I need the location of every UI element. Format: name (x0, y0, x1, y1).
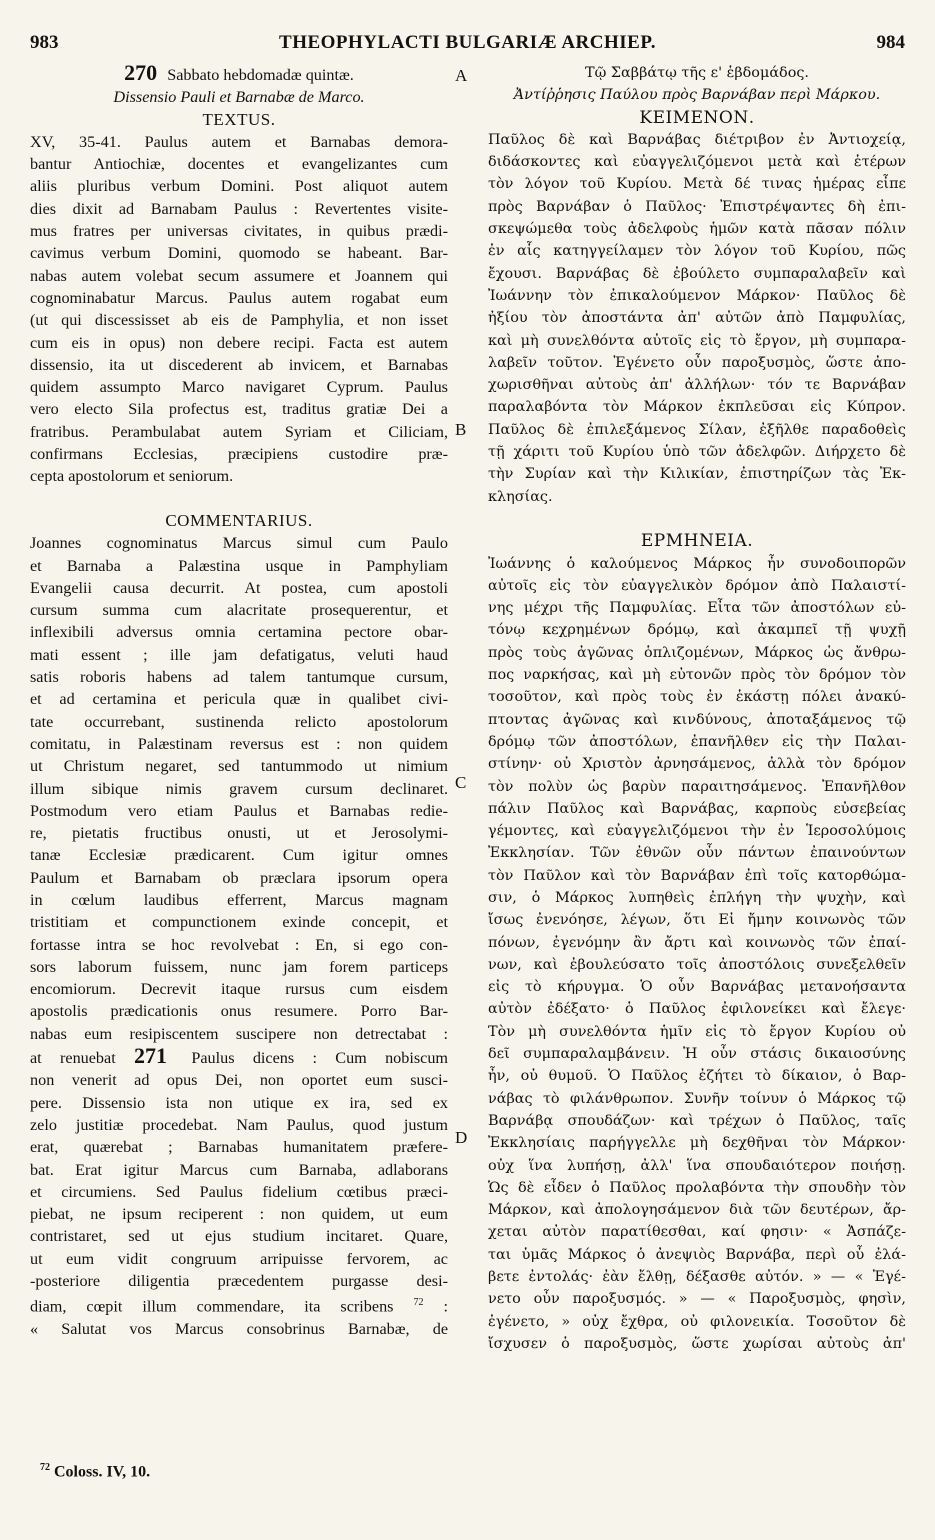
text-line: νετο οὖν παροξυσμός. » — « Παροξυσμὸς, φησὶν, (488, 1291, 906, 1308)
text-line: sors laborum fuissem, nunc jam forem particeps (30, 957, 448, 976)
text-line: vero electo Sila profectus est, traditus gratiæ Dei a (30, 400, 448, 419)
section-number: 270 (124, 62, 158, 85)
text-line: Paulum et Barnabam ob præclara ipsorum opera (30, 868, 448, 887)
text-line: mus fratres per universas civitates, in quibus prædi- (30, 222, 448, 241)
text-line: fratribus. Perambulabat autem Syriam et Ciliciam, (30, 422, 448, 441)
text-line: χεται αὐτὸν παρατίθεσθαι, καί φησιν· « Ἀσπάζε- (488, 1224, 906, 1241)
text-line: tate occurrebant, sustinenda relicto apostolorum (30, 712, 448, 731)
text-line: tanæ Ecclesiæ prædicarent. Cum igitur omnes (30, 846, 448, 865)
text-line: aliis pluribus verbum Domini. Post aliquot autem (30, 177, 448, 196)
text-line: χωρισθῆναι αὐτοὺς ἀπ' ἀλλήλων· τόν τε Βαρνάβαν (488, 377, 906, 394)
footnote (40, 1462, 150, 1481)
text-line: cepta apostolorum et seniorum. (30, 467, 234, 486)
text-line: comitatu, in Palæstinam reversus est : non quidem (30, 734, 448, 753)
text-line: πος ναρκήσας, καὶ μὴ εὐτονῶν πρὸς τὸν δρόμον τὸν (488, 667, 906, 684)
footnote-mark: 72 (40, 1462, 50, 1473)
text-line: σιν, ὁ Μάρκος λυπηθεὶς ἐπλήγη τὴν ψυχὴν, καὶ (488, 889, 906, 906)
text-line: et Barnaba a Palæstina usque in Pamphyliam (30, 556, 448, 575)
text-line: Παῦλος δὲ ἐπιλεξάμενος Σίλαν, ἐξῆλθε παραδοθεὶς (488, 421, 906, 438)
text-line: πάλιν Παῦλος καὶ Βαρνάβας, καρποὺς εὐσεβείας (488, 800, 906, 817)
text-line: confirmans Ecclesias, præcipiens custodire præ- (30, 445, 448, 464)
text-line: Ὡς δὲ εἶδεν ὁ Παῦλος προλαβόντα τὴν σπουδὴν τὸν (488, 1179, 906, 1196)
text-line: erat, quærebat ; Barnabas humanitatem præfere- (30, 1138, 448, 1157)
text-line: tristitiam et compunctionem exinde concepit, et (30, 913, 448, 932)
text-line: piebat, ne ipsum reciperent : non quidem, ut eum (30, 1205, 448, 1224)
margin-letter-d: D (455, 1128, 468, 1147)
text-line: οὐχ ἵνα λυπήσῃ, ἀλλ' ἵνα σπουδαιότερον ποιήσῃ. (488, 1157, 906, 1174)
commentarius-line-inline-number (30, 1045, 448, 1069)
text-line: νάβας τὸ φιλάνθρωπον. Συνῆν τοίνυν ὁ Μάρκος τῷ (488, 1090, 906, 1107)
running-header (30, 32, 905, 58)
text-line: illum sibique nimis gravem cursum declinaret. (30, 779, 448, 798)
margin-letter-c: C (455, 773, 467, 792)
text-line: Joannes cognominatus Marcus simul cum Paulo (30, 534, 448, 553)
text-line: mati essent ; ille jam defatigatus, veluti haud (30, 645, 448, 664)
text-line: ἴσως ἐνενόησε, λέγων, ὅτι Εἰ ἤμην κοινωνὸς τῶν (488, 912, 906, 929)
greek-section-title: Τῷ Σαββάτῳ τῆς ε' ἑβδομάδος. (584, 65, 810, 81)
text-line: nabas eum resipiscentem suscipere non detrectabat : (30, 1024, 448, 1043)
text-line: encomiorum. Decrevit itaque rursus cum eisdem (30, 980, 448, 999)
text-line: τὸν Παῦλον καὶ τὸν Βαρνάβαν ἐπὶ τοῖς κατορθώμα- (488, 867, 906, 884)
text-line: διδάσκοντες καὶ εὐαγγελιζόμενοι μετὰ καὶ ἑτέρων (488, 154, 906, 171)
text-before-number: at renuebat (30, 1049, 116, 1068)
section-subtitle: Dissensio Pauli et Barnabæ de Marco. (113, 88, 365, 107)
text-line: in cœlum laudibus efferrent, Marcus magnam (30, 890, 448, 909)
text-line: fortasse intra se hoc revolvebat : En, si ego con- (30, 935, 448, 954)
running-title: THEOPHYLACTI BULGARIÆ ARCHIEP. (279, 32, 656, 53)
text-line: βετε ἐντολάς· ἐὰν ἔλθῃ, δέξασθε αὐτόν. » — « Ἐγέ- (488, 1269, 906, 1286)
text-line: καὶ μὴ συνελθόντα αὐτοῖς εἰς τὸ ἔργον, μὴ συμπαρα- (488, 332, 906, 349)
text-line: γέμοντες, καὶ εὐαγγελιζόμενοι τὴν ἐν Ἱεροσολύμοις (488, 823, 906, 840)
text-line: satis roboris habens ad talem tantumque cursum, (30, 668, 448, 687)
text-line: quidem assumpto Marco navigaret Cyprum. Paulus (30, 378, 448, 397)
text-line: ἔχουσι. Βαρνάβας δὲ ἐβούλετο συμπαραλαβεῖν καὶ (488, 265, 906, 282)
text-line: πτοντας ἀγῶνας καὶ κινδύνους, ἀποταξάμενος τῷ (488, 711, 906, 728)
inline-section-number: 271 (134, 1045, 168, 1069)
text-line: et ad certamina et pericula quæ in qualibet civi- (30, 690, 448, 709)
section-title: Sabbato hebdomadæ quintæ. (167, 66, 354, 84)
text-line: dissensio, ita ut discederent ab invicem, et Barnabas (30, 355, 448, 374)
text-line: πρὸς τοὺς ἀγῶνας ὁπλιζομένων, Μάρκος ὡς ἄνθρω- (488, 644, 906, 661)
text-line: Ἐκκλησίαν. Τῶν ἐθνῶν οὖν πάντων ἐπαινούντων (488, 845, 906, 862)
text-line: Postmodum vero etiam Paulus et Barnabas redie- (30, 801, 448, 820)
text-line: Βαρνάβᾳ σπουδάζων· καὶ τρέχων ὁ Παῦλος, ταῖς (488, 1112, 906, 1129)
text-line: τὴν Συρίαν καὶ τὴν Κιλικίαν, ἐπιστηρίζων τὰς Ἐκ- (488, 466, 906, 483)
margin-letter-a: A (455, 66, 468, 85)
text-line: πόνων, ἐγενόμην ἂν ἄρτι καὶ κοινωνὸς τῶν ἐπαί- (488, 934, 906, 951)
keimenon-text (488, 129, 906, 508)
text-line: Παῦλος δὲ καὶ Βαρνάβας διέτριβον ἐν Ἀντιοχείᾳ, (488, 131, 906, 148)
text-line: (ut qui discessisset ab eis de Pamphylia, et non isset (30, 311, 448, 330)
text-line: cum eis in opus) non debere recipi. Facta est autem (30, 333, 448, 352)
text-line: Ἰωάννην τὸν ἐπικαλούμενον Μάρκον· Παῦλος δὲ (488, 287, 906, 304)
text-line: bantur Antiochiæ, docentes et evangelizantes cum (30, 155, 448, 174)
commentarius-text-part-2 (30, 1069, 448, 1340)
keimenon-heading: ΚΕΙΜΕΝΟΝ. (639, 107, 755, 128)
text-line: pere. Dissensio ista non utique ex ira, sed ex (30, 1093, 448, 1112)
section-heading (30, 62, 448, 86)
text-line: nabas autem volebat secum assumere et Joannem qui (30, 266, 448, 285)
text-line: dies dixit ad Barnabam Paulus : Revertentes visite- (30, 199, 448, 218)
text-line: ἠξίου τὸν ἀποστάντα ἀπ' αὐτῶν ἀπὸ Παμφυλίας, (488, 310, 906, 327)
text-line: αὐτὸν ἐδέξατο· ὁ Παῦλος ἐφιλονείκει καὶ ἔλεγε· (488, 1001, 906, 1018)
text-line: ἐν αἷς κατηγγείλαμεν τὸν λόγον τοῦ Κυρίου, πῶς (488, 243, 906, 260)
commentarius-text-part-1 (30, 532, 448, 1045)
text-line: τόνῳ κεχρημένων δρόμῳ, καὶ ἀκαμπεῖ τῇ ψυχῇ (488, 622, 906, 639)
text-after-number: Paulus dicens : Cum nobiscum (191, 1049, 448, 1068)
footnote-reference: 72 (413, 1297, 424, 1309)
text-line: contristaret, sed ut ejus studium incitaret. Quare, (30, 1227, 448, 1246)
text-line: et circumiens. Sed Paulus fidelium cœtibus præci- (30, 1182, 448, 1201)
text-line: λαβεῖν τοῦτον. Ἐγένετο οὖν παροξυσμὸς, ὥστε ἀπο- (488, 354, 906, 371)
text-line: -posteriore diligentia præcedentem purgasse desi- (30, 1272, 448, 1291)
textus-heading: TEXTUS. (202, 109, 276, 129)
textus-text (30, 131, 448, 488)
commentarius-heading: COMMENTARIUS. (165, 510, 313, 530)
text-line: τὸν πολὺν ὡς βαρὺν παραιτησάμενος. Ἐπανῆλθον (488, 778, 906, 795)
text-line: inflexibili adversus omnia certamina pectore obar- (30, 623, 448, 642)
greek-column (488, 62, 906, 1355)
greek-subtitle: Ἀντίῤῥησις Παύλου πρὸς Βαρνάβαν περὶ Μάρκου. (513, 87, 881, 104)
text-line: εἰς τὸ κήρυγμα. Ὁ οὖν Βαρνάβας μετανοήσαντα (488, 979, 906, 996)
margin-letter-b: B (455, 420, 467, 439)
text-line: ἴσχυσεν ὁ παροξυσμὸς, ὥστε χωρίσαι αὐτοὺς ἀπ' (488, 1335, 906, 1352)
text-line: XV, 35-41. Paulus autem et Barnabas demora- (30, 132, 448, 151)
hermeneia-text (488, 553, 906, 1356)
text-line: ἦν, οὐ θυμοῦ. Ὁ Παῦλος ἐζήτει τὸ δίκαιον, ὁ Βαρ- (488, 1068, 906, 1085)
text-line: « Salutat vos Marcus consobrinus Barnabæ, de (30, 1320, 448, 1339)
text-line: παραλαβόντα τὸν Μάρκον ἐκπλεῦσαι εἰς Κύπρον. (488, 399, 906, 416)
text-line: κλησίας. (488, 488, 553, 505)
text-line: ut Christum negaret, sed tantummodo ut nimium (30, 757, 448, 776)
text-line: bat. Erat igitur Marcus cum Barnaba, adlaborans (30, 1160, 448, 1179)
text-line: re, pietatis fructibus onusti, ut et Jerosolymi- (30, 824, 448, 843)
text-line: Ἐκκλησίαις παρήγγελλε μὴ δεχθῆναι τὸν Μάρκον· (488, 1135, 906, 1152)
text-line: ἐγένετο, » οὐχ ἔχθρα, οὐ φιλονεικία. Τοσοῦτον δὲ (488, 1313, 906, 1330)
text-line: zelo justitiæ procedebat. Nam Paulus, quod justum (30, 1115, 448, 1134)
text-line: diam, cœpit illum commendare, ita scribens $^{72}$ : (30, 1297, 448, 1316)
text-line: cavimus verbum Domini, quomodo se habeant. Bar- (30, 244, 448, 263)
left-page-number: 983 (30, 32, 59, 53)
text-line: Μάρκον, καὶ ἀπολογησάμενον διὰ τῶν δευτέρων, ἄρ- (488, 1202, 906, 1219)
text-line: cognominabatur Marcus. Paulus autem rogabat eum (30, 288, 448, 307)
text-line: apostolis prædicationis onus resumere. Porro Bar- (30, 1002, 448, 1021)
footnote-text: Coloss. IV, 10. (54, 1463, 151, 1481)
text-line: αὐτοῖς εἰς τὸν εὐαγγελικὸν δρόμον ἀπὸ Παλαιστί- (488, 577, 906, 594)
text-line: νων, καὶ ἐβουλεύσατο τοῖς ἀποστόλοις συνεξελθεῖν (488, 956, 906, 973)
text-line: δεῖ συμπαραλαμβάνειν. Ἡ οὖν στάσις δικαιοσύνης (488, 1046, 906, 1063)
text-line: Evangelii causa decurrit. At postea, cum apostoli (30, 578, 448, 597)
hermeneia-heading: ΕΡΜΗΝΕΙΑ. (640, 531, 754, 552)
text-line: τῇ χάριτι τοῦ Κυρίου ὑπὸ τῶν ἀδελφῶν. Διήρχετο δὲ (488, 444, 906, 461)
text-line: σκεψώμεθα τοὺς ἀδελφοὺς ἡμῶν κατὰ πᾶσαν πόλιν (488, 221, 906, 238)
text-line: πρὸς Βαρνάβαν ὁ Παῦλος· Ἐπιστρέψαντες δὴ ἐπι- (488, 198, 906, 215)
latin-column (30, 62, 448, 1340)
text-line: cursum summa cum alacritate prosequerentur, et (30, 601, 448, 620)
text-line: τοσοῦτον, καὶ πρὸς τοὺς ἐν ἑκάστῃ πόλει ἀνακύ- (488, 689, 906, 706)
text-line: ut eum vidit congruum arripuisse fervorem, ac (30, 1249, 448, 1268)
text-line: non venerit ad opus Dei, non oportet eum susci- (30, 1071, 448, 1090)
right-page-number: 984 (876, 32, 905, 53)
text-line: νης μέχρι τῆς Παμφυλίας. Εἶτα τῶν ἀποστόλων εὐ- (488, 600, 906, 617)
text-line: Ἰωάννης ὁ καλούμενος Μάρκος ἦν συνοδοιπορῶν (488, 555, 906, 572)
text-line: τὸν λόγον τοῦ Κυρίου. Μετὰ δέ τινας ἡμέρας εἶπε (488, 176, 906, 193)
text-line: δρόμῳ τῶν ἀποστόλων, ἐπανῆλθεν εἰς τὴν Παλαι- (488, 733, 906, 750)
text-line: στίνην· οὐ Χριστὸν ἀρνησάμενος, ἀλλὰ τὸν δρόμον (488, 756, 906, 773)
text-line: Τὸν μὴ συνελθόντα ἡμῖν εἰς τὸ ἔργον Κυρίου οὐ (488, 1023, 906, 1040)
text-line: ται ὑμᾶς Μάρκος ὁ ἀνεψιὸς Βαρνάβα, περὶ οὗ ἐλά- (488, 1246, 906, 1263)
